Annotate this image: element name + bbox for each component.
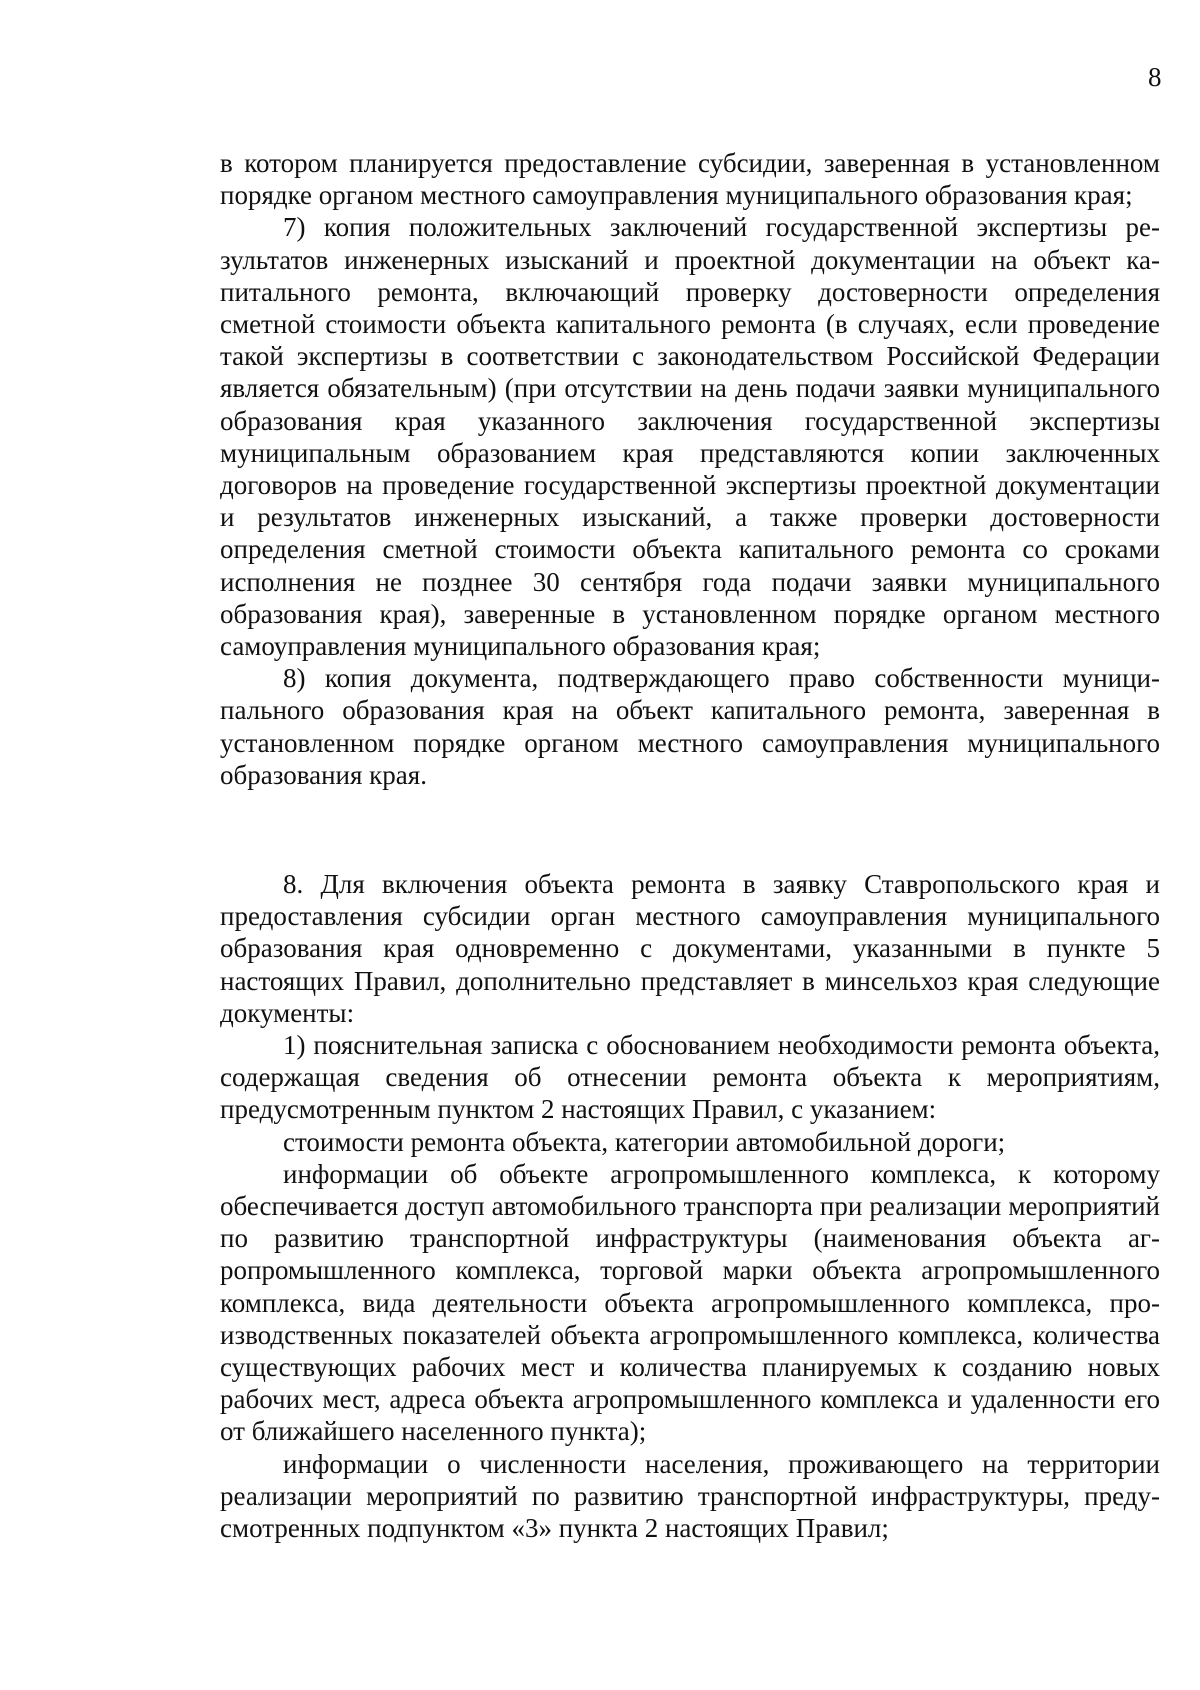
paragraph-cost-info: стоимости ремонта объекта, категории автомобильной дороги;	[283, 1126, 1006, 1157]
text-block-continuation	[220, 147, 1160, 791]
paragraph-item-7: 7) копия положительных заключений государственной экспертизы результатов инженерных изысканий и проектной документации на объект капитального ремонта, включающий проверку достоверности определения сметной стоимости объекта капитального ремонта (в случаях, если проведение такой экспертизы в соответствии с законодательством Российской Федерации является обязательным) (при отсутствии на день подачи заявки муниципального образования края указанного заключения государственной экспертизы муниципальным образованием края представляются копии заключенных договоров на проведение государственной экспертизы проектной документации и результатов инженерных изысканий, а также проверки достоверности определения сметной стоимости объекта капитального ремонта со сроками исполнения не позднее 30 сентября года подачи заявки муниципального образования края), заверенные в установленном порядке органом местного самоуправления муниципального образования края;	[220, 212, 1160, 662]
paragraph-section-8: 8. Для включения объекта ремонта в заявку Ставропольского края и предоставления субсидии орган местного самоуправления муниципального образования края одновременно с документами, указанными в пункте 5 настоящих Правил, дополнительно представляет в минсельхоз края следующие документы:	[220, 869, 1160, 1028]
paragraph-item-8: 8) копия документа, подтверждающего право собственности муниципального образования края на объект капитального ремонта, заверенная в установленном порядке органом местного самоуправления муниципального образования края.	[220, 663, 1160, 790]
paragraph-agro-object-info: информации об объекте агропромышленного комплекса, к которому обеспечивается доступ автомобильного транспорта при реализации мероприятий по развитию транспортной инфраструктуры (наименования объекта агропромышленного комплекса, торговой марки объекта агропромышленного комплекса, вида деятельности объекта агропромышленного комплекса, производственных показателей объекта агропромышленного комплекса, количества существующих рабочих мест и количества планируемых к созданию новых рабочих мест, адреса объекта агропромышленного комплекса и удаленности его от ближайшего населенного пункта);	[220, 1158, 1160, 1447]
text-block-section-8	[220, 868, 1160, 1544]
paragraph-population-info: информации о численности населения, проживающего на территории реализации мероприятий по развитию транспортной инфраструктуры, предусмотренных подпунктом «3» пункта 2 настоящих Правил;	[220, 1448, 1160, 1544]
paragraph-continuation: в котором планируется предоставление субсидии, заверенная в установленном порядке органом местного самоуправления муниципального образования края;	[220, 148, 1160, 211]
page-number: 8	[1148, 62, 1162, 92]
paragraph-subitem-1: 1) пояснительная записка с обоснованием необходимости ремонта объекта, содержащая сведения об отнесении ремонта объекта к мероприятиям, предусмотренным пунктом 2 настоящих Правил, с указанием:	[220, 1030, 1160, 1125]
